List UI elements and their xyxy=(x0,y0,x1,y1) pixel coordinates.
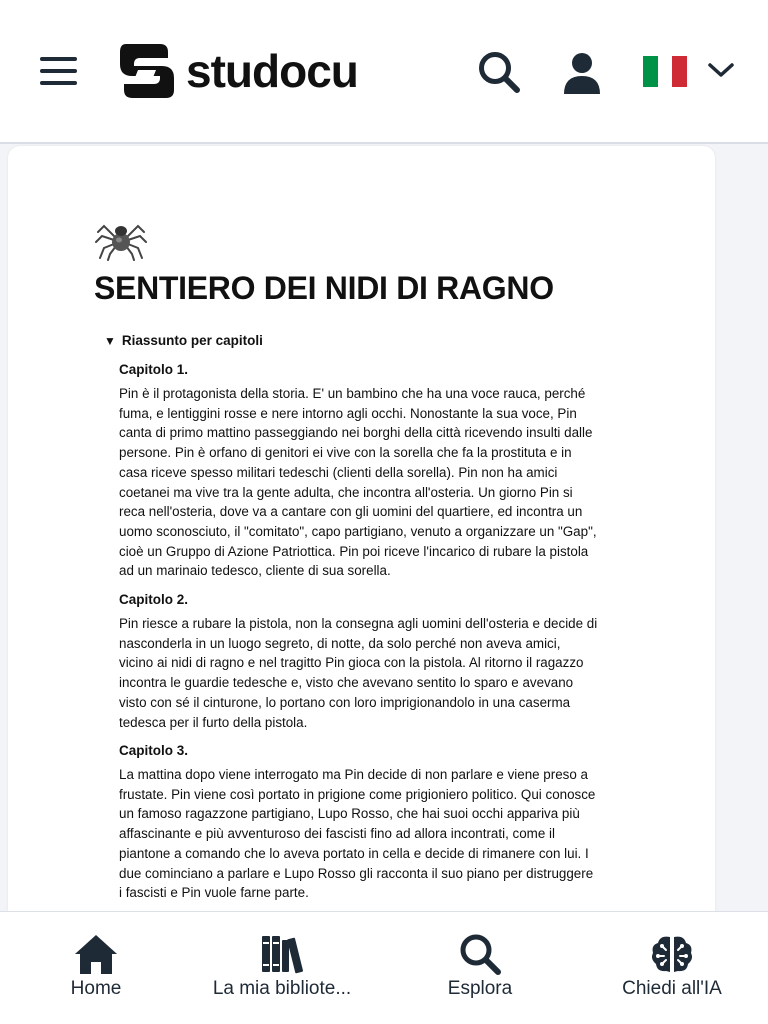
text-line: persone. Pin è orfano di genitori ei vive con la sorella che fa la prostituta e in xyxy=(119,445,572,461)
text-line: incontra le guardie tedesche e, visto che avevano sentito lo sparo e avevano xyxy=(119,675,574,691)
text-line: La mattina dopo viene interrogato ma Pin decide di non parlare e viene preso a xyxy=(119,767,588,782)
chevron-down-icon[interactable] xyxy=(706,60,736,80)
text-line: Pin è il protagonista della storia. E' un bambino che ha una voce rauca, perché xyxy=(119,386,586,401)
logo-wordmark: studocu xyxy=(186,45,358,97)
studocu-logo-icon xyxy=(116,40,178,102)
text-line: nasconderla in un luogo segreto, di notte, da solo perché non aveva amici, xyxy=(119,635,561,651)
nav-home[interactable] xyxy=(0,912,192,1024)
text-line: canta di primo mattino passeggiando nei borghi della città ricevendo insulti dalle xyxy=(119,425,593,441)
chapter-3-heading: Capitolo 3. xyxy=(119,743,189,758)
menu-icon[interactable] xyxy=(40,55,77,87)
triangle-down-icon: ▼ xyxy=(104,334,116,348)
nav-explore-label: Esplora xyxy=(447,978,513,999)
text-line: un famoso ragazzone partigiano, Lupo Rosso, che hai suoi occhi appariva più xyxy=(119,806,580,822)
text-line: due cominciano a parlare e Lupo Rosso gli racconta il suo piano per distruggere xyxy=(119,865,594,881)
nav-library[interactable] xyxy=(184,912,380,1024)
flag-stripe-green xyxy=(643,56,658,87)
summary-toggle[interactable] xyxy=(104,333,263,348)
italy-flag-icon[interactable] xyxy=(643,56,687,87)
text-line: reca nell'osteria, dove va a cantare con gli uomini del quartiere, ed incontra un xyxy=(119,504,583,520)
text-line: Pin riesce a rubare la pistola, non la consegna agli uomini dell'osteria e decide di xyxy=(119,616,598,631)
text-line: uomo sconosciuto, il "comitato", capo partigiano, venuto a organizzare un "Gap", xyxy=(119,523,597,539)
library-icon xyxy=(258,932,306,976)
chapter-1-text xyxy=(119,384,634,581)
search-icon[interactable] xyxy=(476,50,522,94)
text-line: casa riceve spesso militari tedeschi (clienti della sorella). Pin non ha amici xyxy=(119,464,558,480)
text-line: fuma, e lentiggini rosse e nere intorno agli occhi. Nonostante la sua voce, Pin xyxy=(119,405,577,421)
top-header xyxy=(0,0,768,144)
document-title: SENTIERO DEI NIDI DI RAGNO xyxy=(94,270,554,306)
summary-toggle-label: Riassunto per capitoli xyxy=(121,333,263,348)
bottom-navigation xyxy=(0,911,768,1024)
brain-icon xyxy=(648,932,696,976)
chapter-1-heading: Capitolo 1. xyxy=(119,362,189,377)
nav-home-label: Home xyxy=(70,978,122,999)
home-icon xyxy=(72,932,120,976)
nav-ask-ai[interactable] xyxy=(576,912,768,1024)
search-icon xyxy=(456,932,504,976)
text-line: visto con sé il cinturone, lo portano con loro imprigionandolo in una caserma xyxy=(119,694,571,710)
text-line: i fascisti e Pin vuole farne parte. xyxy=(119,885,309,901)
text-line: coetanei ma vive tra la gente adulta, che incontra all'osteria. Un giorno Pin si xyxy=(119,484,573,500)
text-line: piantone a comando che lo aveva portato in cella e decide di rimanere con lui. I xyxy=(119,845,589,861)
user-account-icon[interactable] xyxy=(562,52,602,94)
text-line: ad un marinaio tedesco, cliente di sua sorella. xyxy=(119,563,391,579)
text-line: vicino ai nidi di ragno e nel tragitto Pin gioca con la pistola. Al ritorno il ragazzo xyxy=(119,655,584,671)
nav-library-label: La mia bibliote... xyxy=(212,978,352,999)
chapter-3-text xyxy=(119,765,634,903)
text-line: frustate. Pin viene così portato in prigione come prigioniero politico. Qui conosce xyxy=(119,786,596,802)
flag-stripe-white xyxy=(658,56,673,87)
chapter-2-heading: Capitolo 2. xyxy=(119,592,189,607)
text-line: cioè un Gruppo di Azione Patriottica. Pin poi riceve l'incarico di rubare la pistola xyxy=(119,543,589,559)
text-line: affascinante e più avventuroso dei fascisti fino ad allora incontrati, come il xyxy=(119,826,555,842)
nav-ask-ai-label: Chiedi all'IA xyxy=(622,978,722,999)
spider-icon xyxy=(94,214,148,262)
studocu-logo[interactable] xyxy=(116,40,358,102)
nav-explore[interactable] xyxy=(384,912,576,1024)
chapter-2-text xyxy=(119,614,634,732)
flag-stripe-red xyxy=(672,56,687,87)
text-line: tedesca per il furto della pistola. xyxy=(119,714,308,730)
